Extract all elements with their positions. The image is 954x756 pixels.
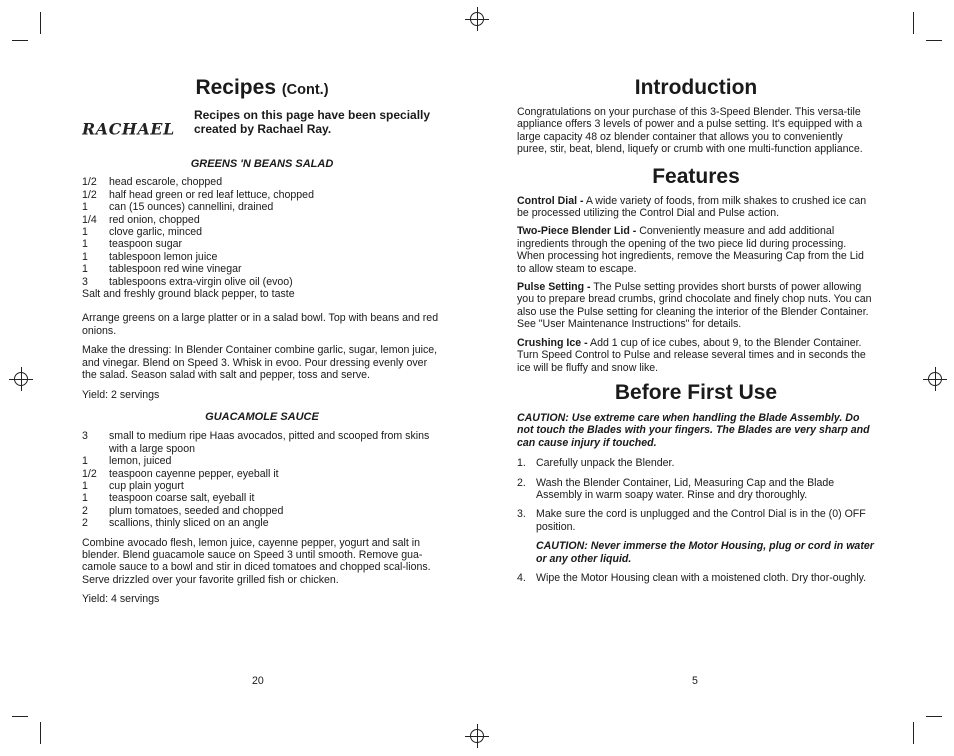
ingredient-text: clove garlic, minced bbox=[109, 226, 203, 239]
steps-list bbox=[517, 457, 875, 533]
ingredient-text: teaspoon coarse salt, eyeball it bbox=[109, 492, 255, 505]
ingredient-qty: 2 bbox=[82, 504, 88, 517]
step-text: Wash the Blender Container, Lid, Measuring Cap and the Blade Assembly in warm soapy water. Rinse and dry thoroughly. bbox=[536, 476, 835, 501]
ingredient-text: can (15 ounces) cannellini, drained bbox=[109, 201, 274, 214]
feature-item bbox=[517, 195, 875, 220]
before-first-use-title: Before First Use bbox=[614, 380, 778, 404]
ingredient-row bbox=[82, 226, 442, 238]
ingredient-qty: 1 bbox=[82, 201, 88, 214]
caution-immerse: CAUTION: Never immerse the Motor Housing, plug or cord in water or any other liquid. bbox=[536, 540, 874, 565]
step-text: Make sure the cord is unplugged and the Control Dial is in the (0) OFF position. bbox=[536, 508, 866, 533]
rachael-logo bbox=[82, 108, 194, 148]
guac-method: Combine avocado flesh, lemon juice, cayenne pepper, yogurt and salt in blender. Blend guacamole sauce on Speed 3 until smooth. Remove gua-camole sauce to a bowl and stir in diced tomatoes and chopped scal-lions. Serve drizzled over your favorite grilled fish or chicken. bbox=[82, 536, 431, 586]
ingredient-qty: 1 bbox=[82, 238, 88, 251]
ingredient-text: scallions, thinly sliced on an angle bbox=[109, 517, 269, 530]
crop-mark bbox=[913, 12, 914, 34]
feature-label: Control Dial - bbox=[517, 194, 584, 207]
ingredient-row bbox=[82, 480, 442, 492]
ingredient-text: cup plain yogurt bbox=[109, 479, 184, 492]
ingredient-text: tablespoon red wine vinegar bbox=[109, 263, 242, 276]
registration-mark-icon bbox=[470, 729, 484, 743]
step-item bbox=[517, 508, 875, 533]
feature-text: Add 1 cup of ice cubes, about 9, to the Blender Container. Turn Speed Control to Pulse and release several times and in seconds the ice will be fluffy and snow like. bbox=[517, 336, 866, 374]
recipes-title-text: Recipes bbox=[195, 76, 276, 99]
ingredient-row bbox=[82, 505, 442, 517]
step-number: 3. bbox=[517, 508, 526, 521]
ingredient-row bbox=[82, 455, 442, 467]
ingredient-qty: 1 bbox=[82, 479, 88, 492]
features-title: Features bbox=[652, 164, 740, 188]
ingredient-text: half head green or red leaf lettuce, chopped bbox=[109, 188, 314, 201]
feature-label: Two-Piece Blender Lid - bbox=[517, 225, 637, 238]
ingredient-qty: 2 bbox=[82, 517, 88, 530]
crop-mark bbox=[926, 40, 942, 41]
recipes-title-suffix: (Cont.) bbox=[281, 82, 329, 98]
salad-step-2: Make the dressing: In Blender Container combine garlic, sugar, lemon juice, and vinegar. Blend on Speed 3. Whisk in evoo. Pour dressing evenly over the salad. Season salad with salt and pepper, toss and serve. bbox=[82, 344, 438, 382]
salad-yield: Yield: 2 servings bbox=[82, 388, 160, 401]
salad-step-1: Arrange greens on a large platter or in a salad bowl. Top with beans and red onions. bbox=[82, 312, 439, 337]
feature-text: A wide variety of foods, from milk shakes to crushed ice can be processed utilizing the Control Dial and Pulse action. bbox=[517, 194, 867, 220]
step-text: Carefully unpack the Blender. bbox=[536, 457, 675, 470]
features-list bbox=[517, 195, 875, 374]
ingredient-qty: 3 bbox=[82, 275, 88, 288]
registration-mark-icon bbox=[928, 372, 942, 386]
ingredient-text: tablespoons extra-virgin olive oil (evoo) bbox=[109, 275, 293, 288]
feature-label: Crushing Ice - bbox=[517, 336, 588, 349]
guac-yield: Yield: 4 servings bbox=[82, 593, 160, 606]
feature-text: The Pulse setting provides short bursts of power allowing you to prepare bread crumbs, grind chocolate and finely chop nuts. You can also use the Pulse setting for cleaning the interior of the Blender Container. See "User Maintenance Instructions" for details. bbox=[517, 281, 872, 331]
step-number: 2. bbox=[517, 476, 526, 489]
ingredient-row bbox=[82, 263, 442, 275]
ingredient-text: teaspoon sugar bbox=[109, 238, 183, 251]
ingredient-qty: 1/4 bbox=[82, 213, 97, 226]
crop-mark bbox=[12, 40, 28, 41]
guac-ingredients bbox=[82, 430, 442, 529]
registration-mark-icon bbox=[14, 372, 28, 386]
ingredient-row bbox=[82, 492, 442, 504]
salad-heading: GREENS 'N BEANS SALAD bbox=[190, 158, 334, 170]
credit-row bbox=[82, 108, 442, 148]
ingredient-row bbox=[82, 238, 442, 250]
ingredient-qty: 1 bbox=[82, 492, 88, 505]
feature-item bbox=[517, 281, 875, 331]
ingredient-row bbox=[82, 176, 442, 188]
feature-label: Pulse Setting - bbox=[517, 281, 591, 294]
ingredient-qty: 1 bbox=[82, 250, 88, 263]
ingredient-qty: 1/2 bbox=[82, 176, 97, 189]
ingredient-row bbox=[82, 214, 442, 226]
ingredient-qty: 3 bbox=[82, 430, 88, 443]
ingredient-text: teaspoon cayenne pepper, eyeball it bbox=[109, 467, 279, 480]
recipes-title bbox=[82, 76, 442, 102]
introduction-title: Introduction bbox=[634, 76, 758, 99]
ingredient-text: tablespoon lemon juice bbox=[109, 250, 218, 263]
right-page bbox=[517, 76, 875, 584]
ingredient-row bbox=[82, 430, 442, 455]
rachael-logo-text: RACHAEL bbox=[82, 119, 175, 139]
step-text: Wipe the Motor Housing clean with a moistened cloth. Dry thor-oughly. bbox=[536, 571, 867, 584]
ingredient-row bbox=[82, 251, 442, 263]
ingredient-text: lemon, juiced bbox=[109, 455, 172, 468]
ingredient-text: red onion, chopped bbox=[109, 213, 200, 226]
ingredient-qty: 1/2 bbox=[82, 188, 97, 201]
ingredient-text: small to medium ripe Haas avocados, pitted and scooped from skins with a large spoon bbox=[109, 430, 430, 455]
ingredient-qty: 1 bbox=[82, 226, 88, 239]
step-number: 1. bbox=[517, 457, 526, 470]
introduction-text: Congratulations on your purchase of this 3-Speed Blender. This versa-tile appliance offers 3 levels of power and a pulse setting. It's equipped with a large capacity 48 oz blender container that allows you to conveniently puree, stir, beat, blend, liquefy or crumb with one multi-function appliance. bbox=[517, 106, 863, 156]
ingredient-row bbox=[82, 276, 442, 288]
feature-text: Conveniently measure and add additional ingredients through the opening of the two piece lid during processing. When processing hot ingredients, remove the Measuring Cap from the Lid to allow steam to escape. bbox=[517, 225, 864, 275]
step-item bbox=[517, 457, 875, 469]
caution-immerse-wrap bbox=[517, 540, 875, 565]
crop-mark bbox=[926, 716, 942, 717]
ingredient-qty: 1 bbox=[82, 455, 88, 468]
ingredient-text: head escarole, chopped bbox=[109, 176, 223, 189]
salad-ingredients bbox=[82, 176, 442, 288]
ingredient-row bbox=[82, 201, 442, 213]
step-number: 4. bbox=[517, 571, 526, 584]
ingredient-row bbox=[82, 468, 442, 480]
step-4 bbox=[517, 572, 875, 584]
left-page bbox=[82, 76, 442, 606]
credit-text: Recipes on this page have been specially created by Rachael Ray. bbox=[193, 108, 431, 136]
crop-mark bbox=[40, 12, 41, 34]
guac-heading: GUACAMOLE SAUCE bbox=[205, 410, 319, 423]
crop-mark bbox=[12, 716, 28, 717]
crop-mark bbox=[40, 722, 41, 744]
ingredient-qty: 1/2 bbox=[82, 467, 97, 480]
step-item bbox=[517, 477, 875, 502]
crop-mark bbox=[913, 722, 914, 744]
ingredient-row bbox=[82, 517, 442, 529]
feature-item bbox=[517, 337, 875, 374]
feature-item bbox=[517, 225, 875, 275]
ingredient-text: plum tomatoes, seeded and chopped bbox=[109, 504, 284, 517]
page-number-right: 5 bbox=[692, 675, 698, 687]
ingredient-qty: 1 bbox=[82, 263, 88, 276]
ingredient-row bbox=[82, 189, 442, 201]
caution-blades: CAUTION: Use extreme care when handling the Blade Assembly. Do not touch the Blades with your fingers. The Blades are very sharp and can cause injury if touched. bbox=[517, 411, 870, 449]
salad-seasoning: Salt and freshly ground black pepper, to taste bbox=[82, 288, 295, 301]
page-number-left: 20 bbox=[252, 675, 264, 687]
registration-mark-icon bbox=[470, 12, 484, 26]
